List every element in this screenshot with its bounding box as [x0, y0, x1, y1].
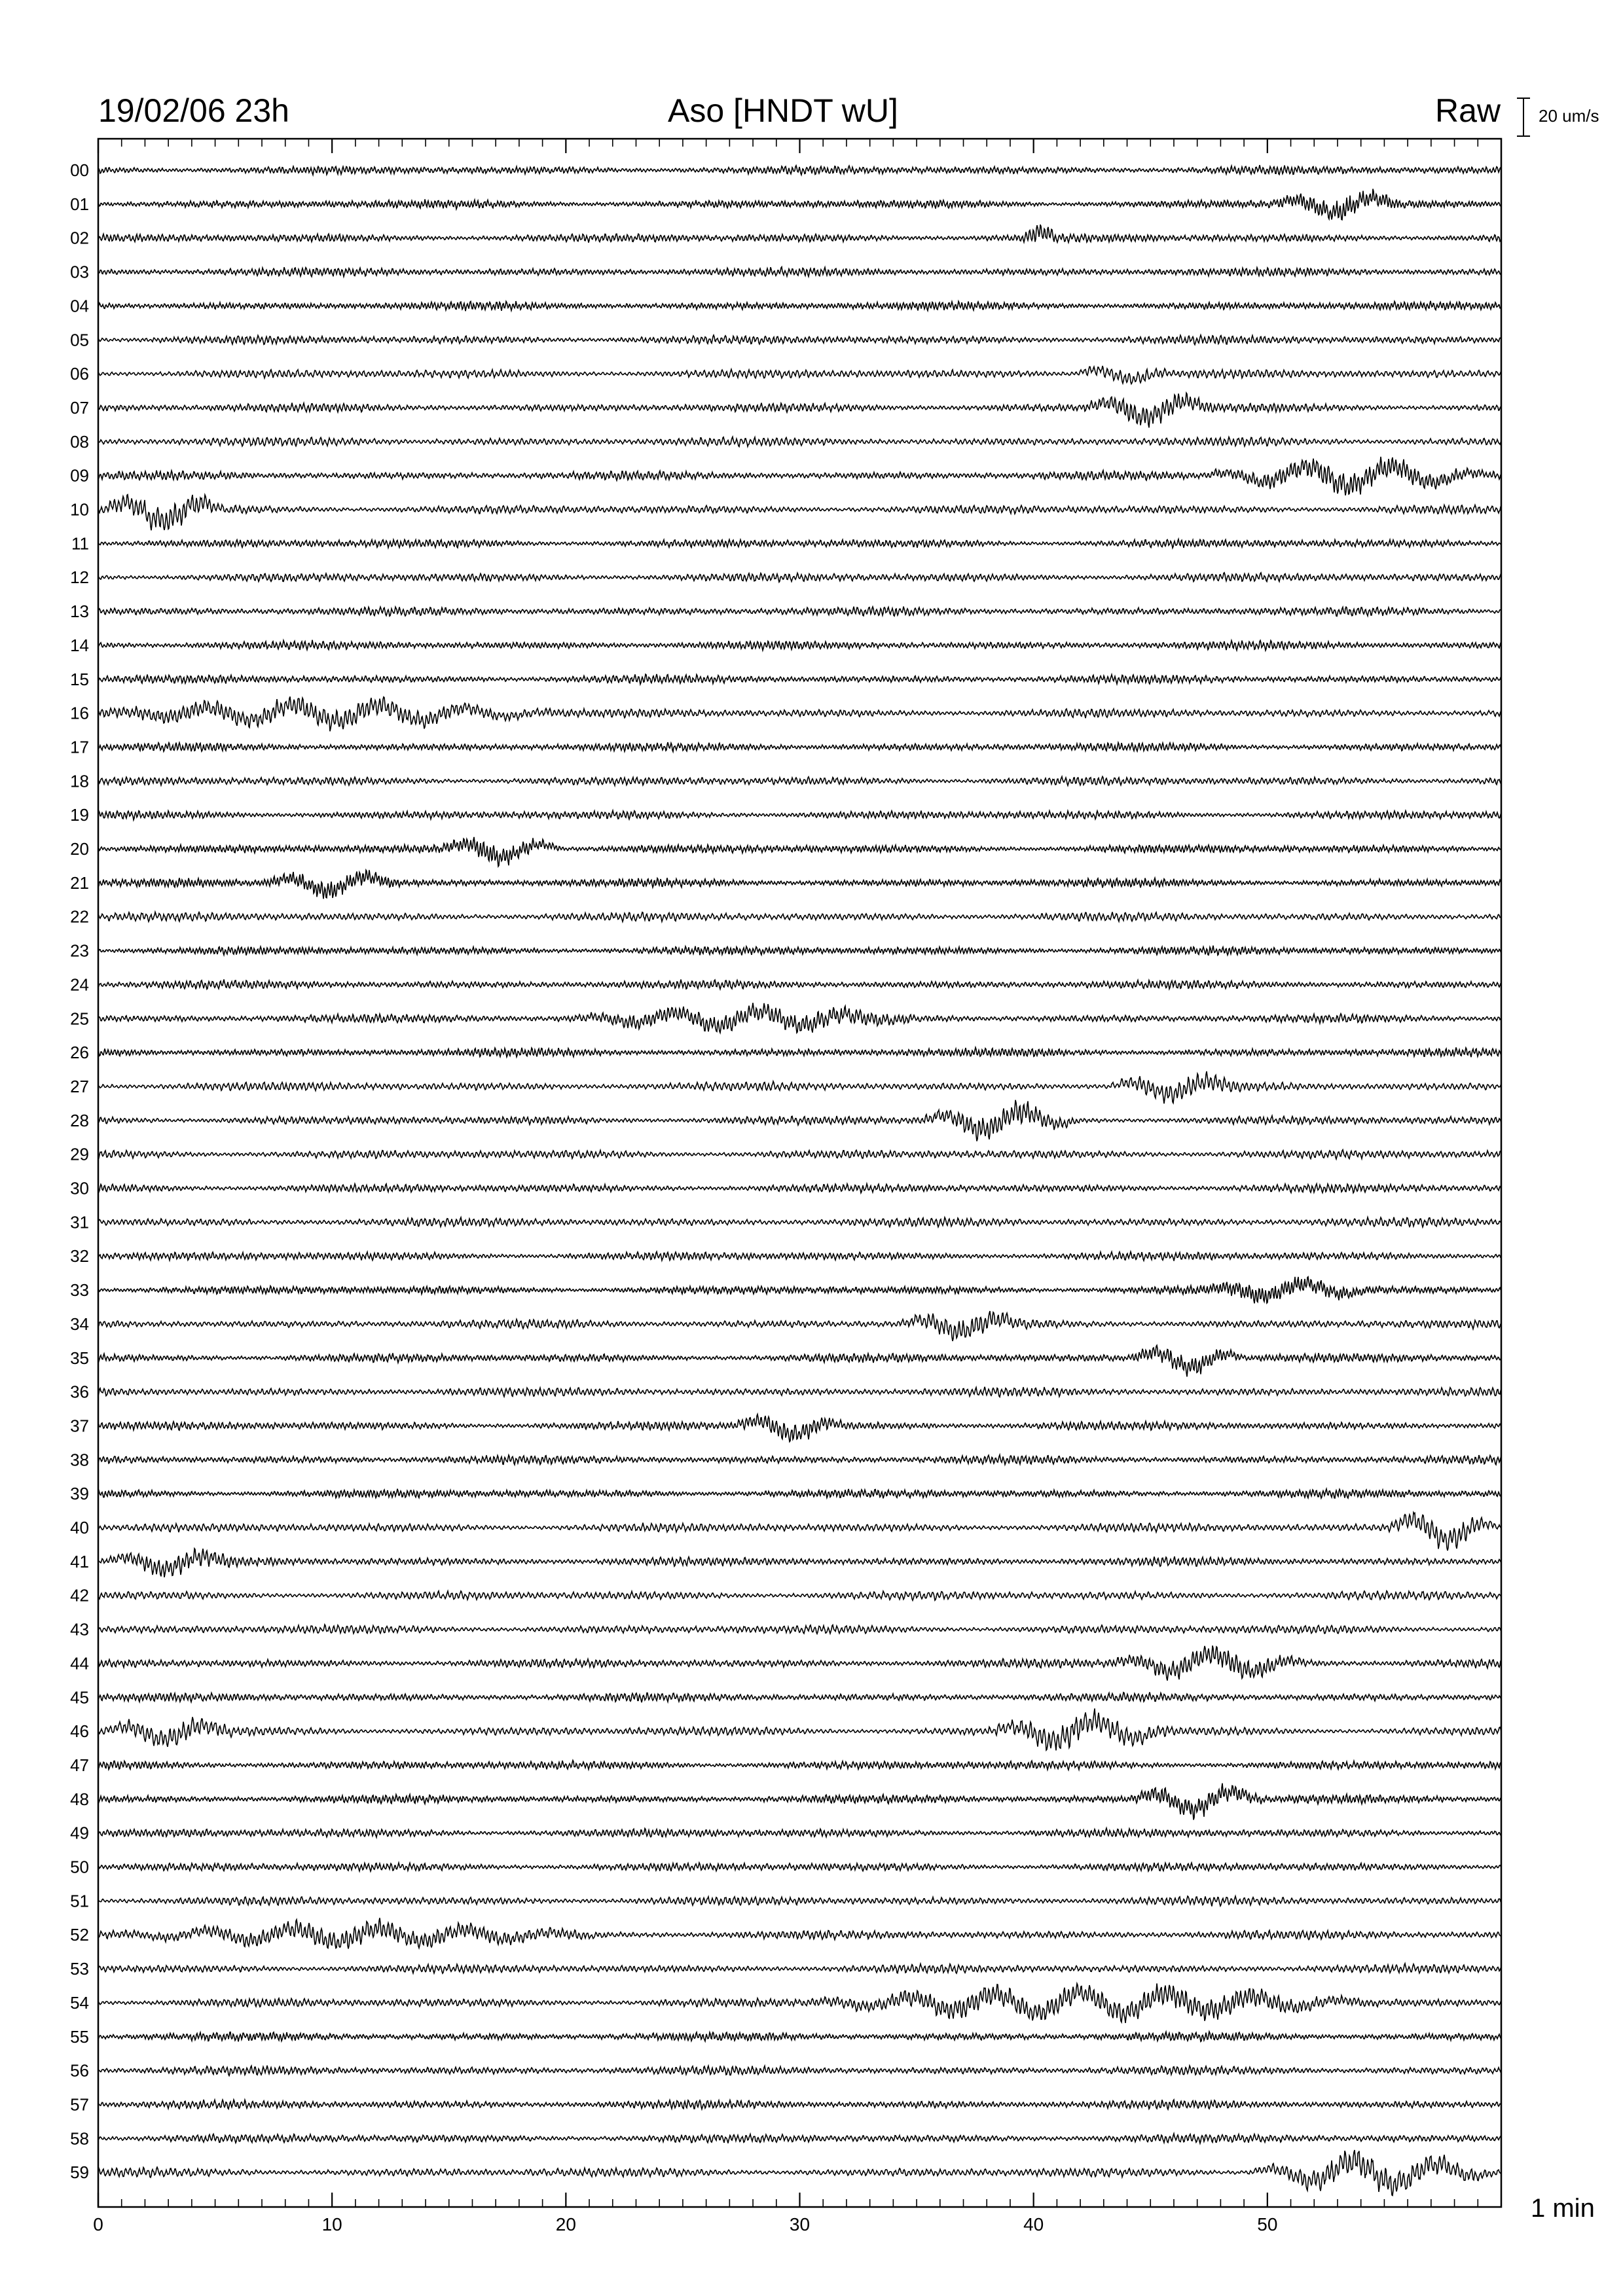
row-label: 28	[70, 1110, 89, 1130]
trace-line	[98, 1414, 1501, 1442]
trace-line	[98, 1708, 1501, 1750]
trace-line	[98, 1964, 1501, 1973]
trace-line	[98, 573, 1501, 583]
mode-label: Raw	[1435, 92, 1501, 129]
x-tick-label: 30	[789, 2214, 811, 2234]
row-label: 29	[70, 1144, 89, 1164]
row-label: 07	[70, 397, 89, 418]
trace-line	[98, 2100, 1501, 2109]
trace-line	[98, 607, 1501, 617]
plot-frame	[98, 139, 1501, 2207]
row-label: 17	[70, 737, 89, 757]
trace-line	[98, 2150, 1501, 2196]
trace-line	[98, 366, 1501, 384]
trace-line	[98, 1311, 1501, 1341]
trace-line	[98, 1003, 1501, 1033]
row-label: 01	[70, 194, 89, 214]
row-label: 46	[70, 1721, 89, 1742]
trace-line	[98, 1387, 1501, 1397]
row-label: 42	[70, 1585, 89, 1605]
trace-line	[98, 539, 1501, 548]
time-unit-label: 1 min	[1531, 2194, 1595, 2223]
row-label: 35	[70, 1348, 89, 1368]
row-label: 34	[70, 1314, 89, 1334]
row-label: 18	[70, 771, 89, 791]
trace-line	[98, 1896, 1501, 1906]
trace-line	[98, 1184, 1501, 1193]
row-label: 13	[70, 601, 89, 622]
row-label: 59	[70, 2162, 89, 2183]
row-label: 47	[70, 1755, 89, 1775]
trace-line	[98, 640, 1501, 651]
row-label: 27	[70, 1076, 89, 1096]
trace-line	[98, 335, 1501, 345]
trace-line	[98, 495, 1501, 531]
trace-line	[98, 1624, 1501, 1634]
trace-line	[98, 1549, 1501, 1577]
row-label: 53	[70, 1959, 89, 1979]
row-label: 57	[70, 2094, 89, 2115]
row-label: 43	[70, 1619, 89, 1640]
trace-line	[98, 301, 1501, 312]
row-label: 30	[70, 1178, 89, 1198]
row-label: 08	[70, 431, 89, 452]
date-label: 19/02/06 23h	[98, 92, 289, 129]
trace-line	[98, 1489, 1501, 1499]
trace-line	[98, 1071, 1501, 1103]
row-label: 12	[70, 567, 89, 588]
row-label: 39	[70, 1484, 89, 1504]
row-label: 16	[70, 703, 89, 723]
row-label: 26	[70, 1043, 89, 1063]
row-label: 06	[70, 364, 89, 384]
row-label: 50	[70, 1857, 89, 1877]
trace-line	[98, 742, 1501, 751]
row-label: 44	[70, 1653, 89, 1674]
trace-line	[98, 457, 1501, 495]
trace-line	[98, 189, 1501, 220]
trace-line	[98, 1784, 1501, 1820]
row-label: 40	[70, 1518, 89, 1537]
row-label: 03	[70, 262, 89, 282]
trace-line	[98, 1761, 1501, 1770]
row-label: 32	[70, 1246, 89, 1266]
trace-line	[98, 1513, 1501, 1551]
trace-line	[98, 1217, 1501, 1227]
trace-line	[98, 912, 1501, 922]
trace-line	[98, 810, 1501, 820]
trace-line	[98, 1277, 1501, 1304]
trace-line	[98, 1692, 1501, 1702]
trace-line	[98, 224, 1501, 243]
seismic-traces	[70, 160, 1501, 2196]
row-label: 15	[70, 669, 89, 689]
station-title: Aso [HNDT wU]	[668, 92, 898, 129]
trace-line	[98, 1828, 1501, 1838]
row-label: 49	[70, 1823, 89, 1843]
trace-line	[98, 1455, 1501, 1465]
trace-line	[98, 1918, 1501, 1948]
trace-line	[98, 776, 1501, 785]
trace-line	[98, 1251, 1501, 1261]
row-label: 20	[70, 839, 89, 859]
x-tick-label: 40	[1023, 2214, 1044, 2234]
row-label: 45	[70, 1687, 89, 1708]
row-label: 51	[70, 1891, 89, 1911]
trace-line	[98, 979, 1501, 989]
trace-line	[98, 2032, 1501, 2041]
trace-line	[98, 674, 1501, 685]
trace-line	[98, 165, 1501, 175]
trace-line	[98, 2134, 1501, 2144]
trace-line	[98, 2066, 1501, 2076]
row-label: 22	[70, 906, 89, 927]
row-label: 05	[70, 330, 89, 350]
row-label: 38	[70, 1450, 89, 1470]
trace-line	[98, 393, 1501, 427]
row-label: 10	[70, 499, 89, 520]
trace-line	[98, 837, 1501, 867]
row-label: 36	[70, 1382, 89, 1402]
trace-line	[98, 1863, 1501, 1871]
trace-line	[98, 696, 1501, 731]
row-label: 55	[70, 2026, 89, 2047]
x-tick-label: 20	[555, 2214, 576, 2234]
row-label: 41	[70, 1551, 89, 1571]
row-label: 56	[70, 2060, 89, 2081]
row-label: 21	[70, 872, 89, 893]
row-label: 25	[70, 1009, 89, 1029]
row-label: 24	[70, 975, 89, 995]
row-label: 04	[70, 296, 89, 316]
row-label: 02	[70, 228, 89, 248]
trace-line	[98, 437, 1501, 446]
row-label: 14	[70, 635, 89, 655]
x-tick-label: 0	[93, 2214, 103, 2234]
trace-line	[98, 870, 1501, 899]
row-label: 31	[70, 1212, 89, 1232]
row-label: 00	[70, 160, 89, 180]
trace-line	[98, 1150, 1501, 1159]
row-label: 19	[70, 805, 89, 825]
x-tick-label: 50	[1257, 2214, 1278, 2234]
trace-line	[98, 1591, 1501, 1601]
row-label: 23	[70, 941, 89, 961]
trace-line	[98, 1345, 1501, 1376]
row-label: 11	[71, 533, 89, 554]
row-label: 54	[70, 1992, 89, 2013]
trace-line	[98, 946, 1501, 956]
trace-line	[98, 1047, 1501, 1057]
row-label: 09	[70, 465, 89, 486]
scale-bar-label: 20 um/s	[1539, 106, 1599, 126]
row-label: 48	[70, 1789, 89, 1809]
scale-bar	[1517, 98, 1530, 136]
row-label: 37	[70, 1416, 89, 1436]
row-label: 52	[70, 1925, 89, 1945]
trace-line	[98, 1645, 1501, 1680]
trace-line	[98, 1984, 1501, 2023]
x-tick-label: 10	[321, 2214, 342, 2234]
row-label: 58	[70, 2128, 89, 2149]
trace-line	[98, 267, 1501, 277]
row-label: 33	[70, 1280, 89, 1300]
trace-line	[98, 1100, 1501, 1141]
